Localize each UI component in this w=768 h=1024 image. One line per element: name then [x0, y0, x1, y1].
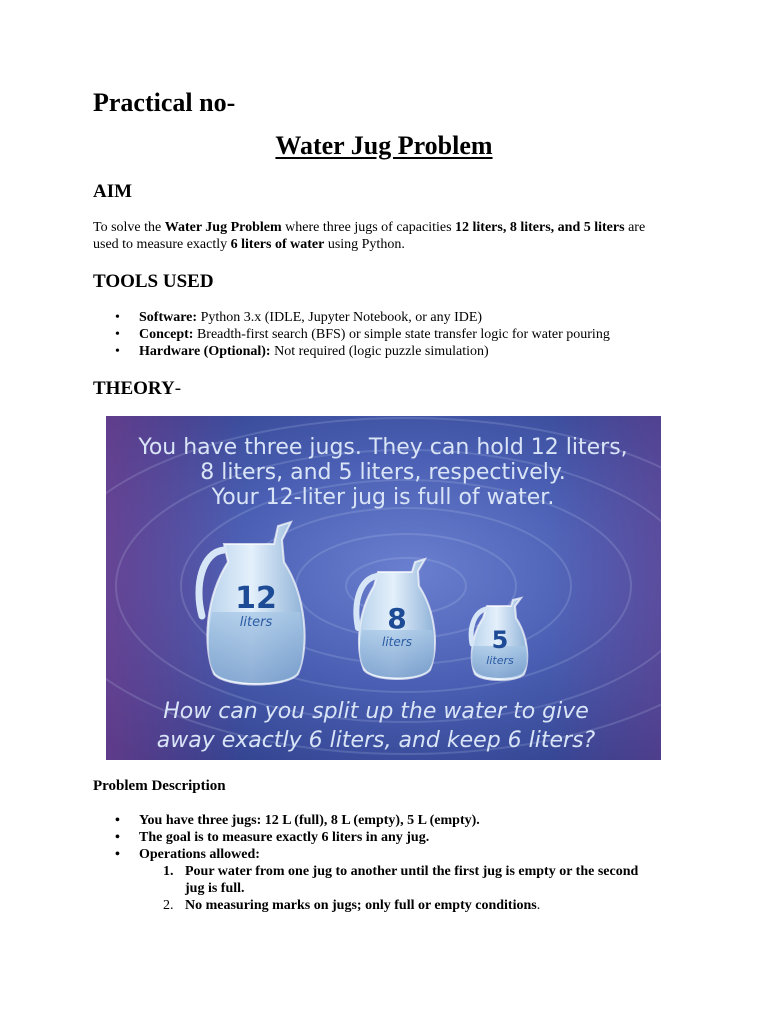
tools-list: [93, 309, 610, 360]
operation-tail: .: [536, 898, 541, 913]
tool-text: Breadth-first search (BFS) or simple state transfer logic for water pouring: [193, 327, 610, 342]
aim-text-part: To solve the: [93, 220, 165, 235]
list-item: [93, 863, 655, 897]
image-bottom-line: away exactly 6 liters, and keep 6 liters?: [156, 728, 596, 753]
list-item: [93, 326, 610, 343]
problem-heading: Problem Description: [93, 778, 226, 794]
bullet: •: [115, 813, 120, 828]
aim-text-part: 6 liters of water: [230, 237, 325, 252]
bullet: •: [115, 310, 120, 325]
list-number: 1.: [163, 864, 174, 879]
theory-image: [106, 416, 661, 760]
aim-paragraph: [93, 219, 653, 253]
jug-number: 8: [387, 602, 407, 635]
jug-unit: liters: [486, 654, 514, 667]
list-item: [93, 829, 480, 846]
aim-text-part: 12 liters, 8 liters, and 5 liters: [455, 220, 625, 235]
aim-heading: AIM: [93, 181, 133, 202]
practical-number: Practical no-: [93, 88, 236, 117]
list-item: [93, 897, 655, 914]
image-top-line: 8 liters, and 5 liters, respectively.: [200, 460, 566, 485]
tool-label: Concept:: [139, 327, 194, 342]
list-item: [93, 343, 610, 360]
operation-text: No measuring marks on jugs; only full or empty conditions: [185, 898, 537, 913]
bullet: •: [115, 344, 120, 359]
image-top-line: Your 12-liter jug is full of water.: [211, 485, 555, 510]
tool-text: Not required (logic puzzle simulation): [270, 344, 489, 359]
list-number: 2.: [163, 898, 174, 913]
jug-unit: liters: [239, 615, 273, 630]
bullet: •: [115, 327, 120, 342]
tool-label: Software:: [139, 310, 198, 325]
aim-text-part: are used to measure exactly: [93, 220, 646, 252]
aim-text-part: where three jugs of capacities: [281, 220, 456, 235]
jug-number: 5: [491, 626, 509, 654]
list-item: [93, 812, 480, 829]
theory-heading-text: THEORY: [93, 378, 175, 399]
jug-number: 12: [235, 581, 277, 616]
problem-bullet-text: You have three jugs: 12 L (full), 8 L (empty), 5 L (empty).: [139, 813, 480, 828]
page-title-text: Water Jug Problem: [275, 131, 493, 160]
theory-heading-dash: -: [174, 378, 182, 399]
theory-heading: [93, 377, 181, 401]
tool-label: Hardware (Optional):: [139, 344, 271, 359]
tool-text: Python 3.x (IDLE, Jupyter Notebook, or any IDE): [197, 310, 483, 325]
list-item: [93, 309, 610, 326]
image-top-line: You have three jugs. They can hold 12 liters,: [138, 435, 628, 460]
page-title: [0, 129, 768, 163]
operations-list: [93, 863, 655, 914]
image-bottom-line: How can you split up the water to give: [163, 699, 589, 724]
theory-illustration: [106, 416, 661, 760]
problem-list: [93, 812, 480, 863]
aim-text-part: using Python.: [324, 237, 405, 252]
jug-unit: liters: [382, 635, 412, 649]
problem-bullet-text: The goal is to measure exactly 6 liters in any jug.: [139, 830, 430, 845]
tools-heading: TOOLS USED: [93, 271, 214, 292]
operation-text: Pour water from one jug to another until the first jug is empty or the second jug is full.: [185, 864, 639, 896]
problem-bullet-text: Operations allowed:: [139, 847, 260, 862]
bullet: •: [115, 847, 120, 862]
bullet: •: [115, 830, 120, 845]
aim-text-part: Water Jug Problem: [164, 220, 282, 235]
list-item: [93, 846, 480, 863]
